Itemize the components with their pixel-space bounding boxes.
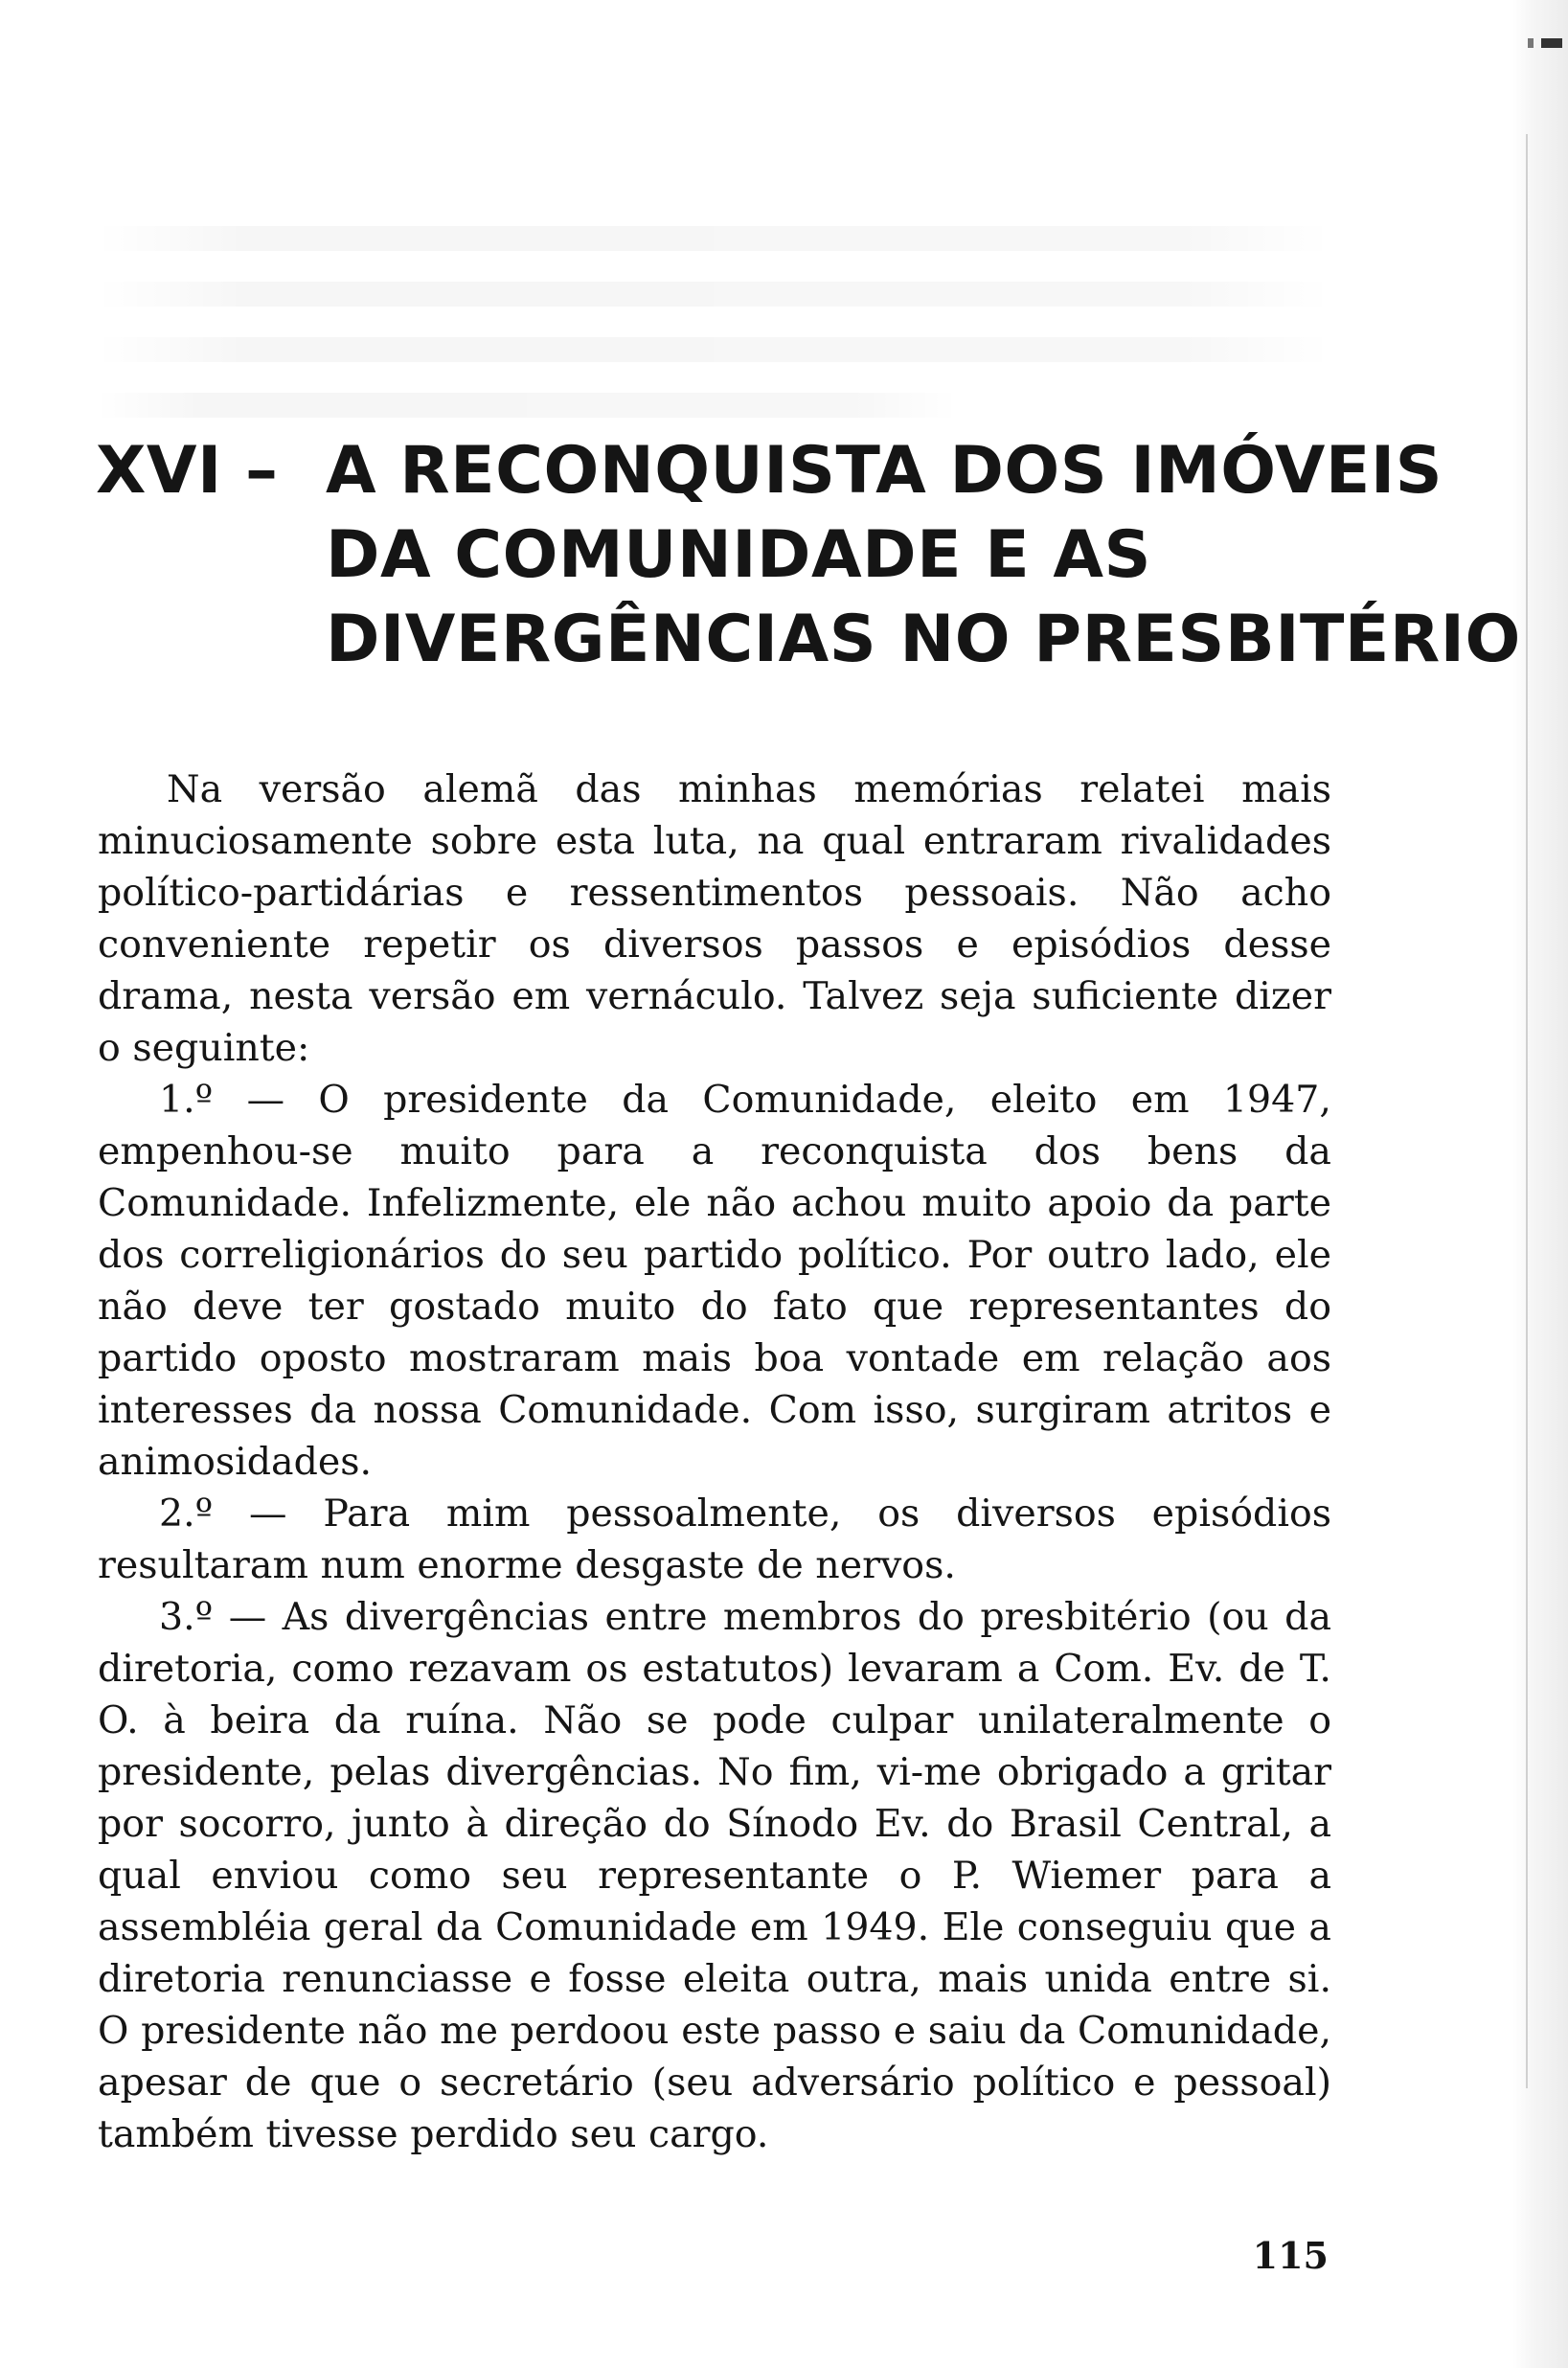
chapter-heading-line-2: [96, 513, 1341, 598]
numbered-point: 1.º — O presidente da Comunidade, eleito em 1947, empenhou-se muito para a reconquista dos bens da Comunidade. Infelizmente, ele não achou muito apoio da parte dos correligionários do seu partido político. Por outro lado, ele não deve ter gostado muito do fato que representantes do partido oposto mostraram mais boa vontade em relação aos interesses da nossa Comunidade. Com isso, surgiram atritos e animosidades.: [98, 1078, 1331, 1484]
chapter-title-line: A RECONQUISTA DOS IMÓVEIS: [326, 433, 1443, 509]
intro-paragraph: Na versão alemã das minhas memórias relatei mais minuciosamente sobre esta luta, na qual entraram rivalidades político-partidárias e ressentimentos pessoais. Não acho conveniente repetir os diversos passos e episódios desse drama, nesta versão em vernáculo. Talvez seja suficiente dizer o seguinte:: [98, 767, 1331, 1070]
page-number: 115: [1252, 2234, 1329, 2277]
chapter-title-line: DIVERGÊNCIAS NO PRESBITÉRIO: [326, 602, 1521, 677]
bleed-through-line: [96, 282, 1331, 307]
chapter-dash: –: [245, 433, 279, 509]
chapter-heading-line-1: [96, 429, 1443, 513]
numbered-point: 2.º — Para mim pessoalmente, os diversos episódios resultaram num enorme desgaste de nervos.: [98, 1491, 1331, 1587]
chapter-title-line: DA COMUNIDADE E AS: [326, 517, 1151, 593]
scan-mark: [1528, 38, 1534, 48]
chapter-number: XVI: [96, 433, 222, 509]
bleed-through-line: [96, 337, 1331, 362]
scan-mark: [1541, 38, 1562, 48]
chapter-heading-line-3: [96, 598, 1521, 682]
body-text: [98, 763, 1331, 2160]
chapter-heading: [96, 429, 1521, 682]
bleed-through-line: [96, 226, 1331, 251]
numbered-point: 3.º — As divergências entre membros do presbitério (ou da diretoria, como rezavam os estatutos) levaram a Com. Ev. de T. O. à beira da ruína. Não se pode culpar unilateralmente o presidente, pelas divergências. No fim, vi-me obrigado a gritar por socorro, junto à direção do Sínodo Ev. do Brasil Central, a qual enviou como seu representante o P. Wiemer para a assembléia geral da Comunidade em 1949. Ele conseguiu que a diretoria renunciasse e fosse eleita outra, mais unida entre si. O presidente não me perdoou este passo e saiu da Comunidade, apesar de que o secretário (seu adversário político e pessoal) também tivesse perdido seu cargo.: [98, 1595, 1331, 2156]
binding-edge: [1512, 0, 1568, 2368]
bleed-through-line: [96, 393, 958, 418]
chapter-number-label: [96, 429, 326, 513]
binding-edge-line: [1526, 134, 1528, 2088]
